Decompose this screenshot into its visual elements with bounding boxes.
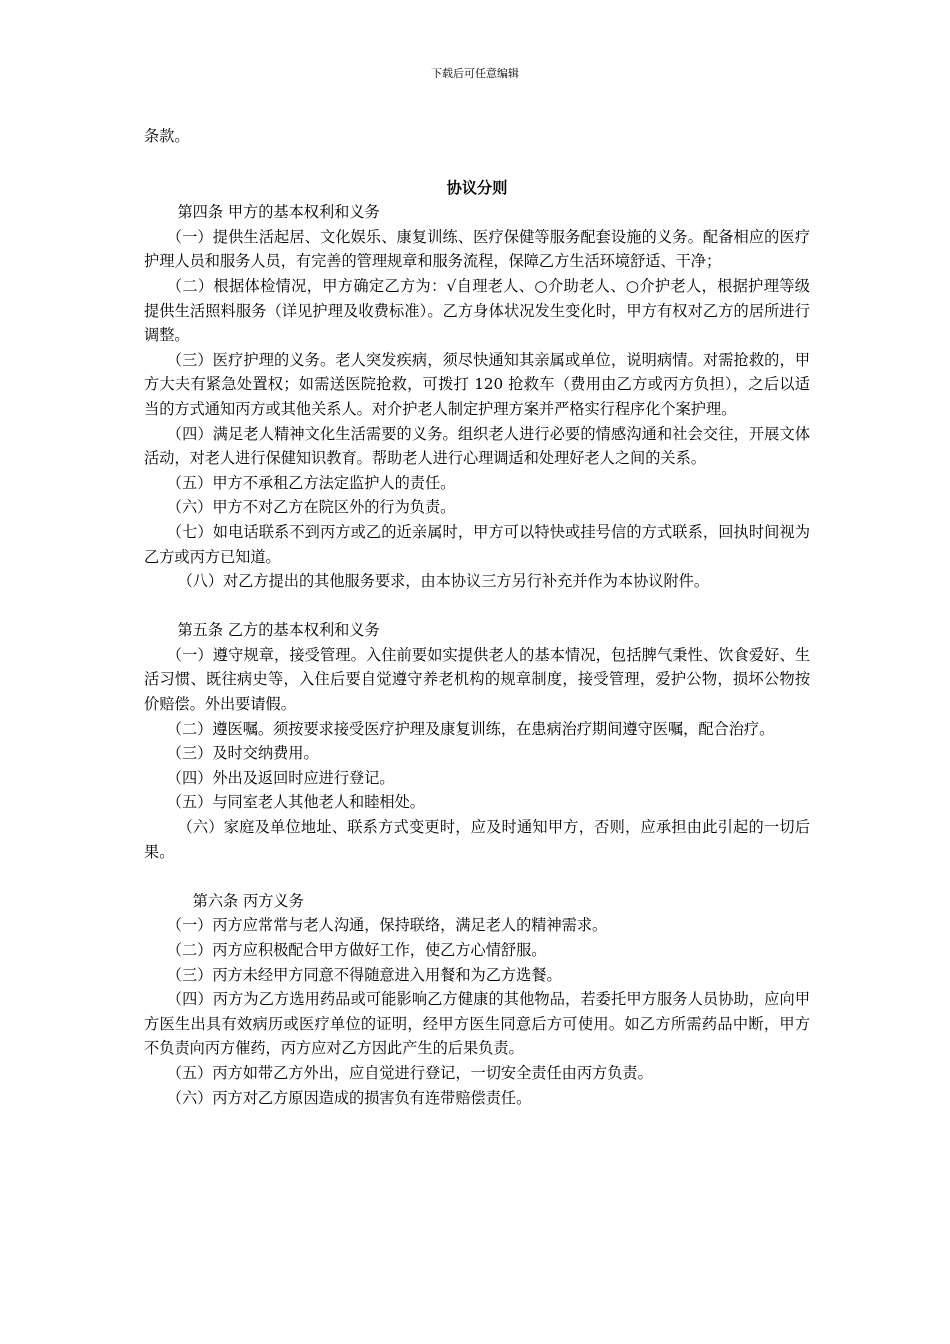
document-body (144, 124, 810, 1110)
article-6-item: （五）丙方如带乙方外出，应自觉进行登记，一切安全责任由丙方负责。 (166, 1063, 653, 1082)
article-4-item: （七）如电话联系不到丙方或乙的近亲属时，甲方可以特快或挂号信的方式联系，回执时间视为乙方或丙方已知道。 (144, 522, 810, 566)
article-5-item: （四）外出及返回时应进行登记。 (166, 768, 395, 787)
article-6-item: （二）丙方应积极配合甲方做好工作，使乙方心情舒服。 (166, 941, 547, 959)
article-4-heading: 第四条 甲方的基本权利和义务 (177, 203, 380, 222)
article-6-heading: 第六条 丙方义务 (192, 891, 304, 910)
article-5-item: （三）及时交纳费用。 (166, 744, 319, 763)
lead-paragraph: 条款。 (144, 127, 190, 145)
spacer (144, 864, 810, 889)
article-5-item: （五）与同室老人其他老人和睦相处。 (166, 793, 425, 812)
article-4-item: （二）根据体检情况，甲方确定乙方为：√自理老人、○介助老人、○介护老人，根据护理等级提供生活照料服务（详见护理及收费标准）。乙方身体状况发生变化时，甲方有权对乙方的居所进行调整。 (144, 276, 810, 345)
article-4-item: （三）医疗护理的义务。老人突发疾病，须尽快通知其亲属或单位，说明病情。对需抢救的，甲方大夫有紧急处置权；如需送医院抢救，可拨打 120 抢救车（费用由乙方或丙方负担），之后以适当的方式通知丙方或其他关系人。对介护老人制定护理方案并严格实行程序化个案护理。 (144, 350, 810, 418)
article-6-item: （六）丙方对乙方原因造成的损害负有连带赔偿责任。 (166, 1088, 532, 1107)
article-6-item: （三）丙方未经甲方同意不得随意进入用餐和为乙方选餐。 (166, 965, 562, 984)
section-title: 协议分则 (446, 178, 508, 197)
article-4-item: （四）满足老人精神文化生活需要的义务。组织老人进行必要的情感沟通和社会交往，开展文体活动，对老人进行保健知识教育。帮助老人进行心理调适和处理好老人之间的关系。 (144, 424, 810, 468)
article-4-item: （六）甲方不对乙方在院区外的行为负责。 (166, 498, 456, 517)
article-6-item: （一）丙方应常常与老人沟通，保持联络，满足老人的精神需求。 (166, 916, 608, 935)
article-6-item: （四）丙方为乙方选用药品或可能影响乙方健康的其他物品，若委托甲方服务人员协助，应向甲方医生出具有效病历或医疗单位的证明，经甲方医生同意后方可使用。如乙方所需药品中断，甲方不负责向丙方催药，丙方应对乙方因此产生的后果负责。 (144, 990, 810, 1058)
article-4-item: （一）提供生活起居、文化娱乐、康复训练、医疗保健等服务配套设施的义务。配备相应的医疗护理人员和服务人员，有完善的管理规章和服务流程，保障乙方生活环境舒适、干净； (144, 227, 810, 271)
article-4-item: （五）甲方不承租乙方法定监护人的责任。 (166, 473, 456, 492)
spacer (144, 594, 810, 619)
article-5-heading: 第五条 乙方的基本权利和义务 (177, 621, 380, 640)
article-5-item: （六）家庭及单位地址、联系方式变更时，应及时通知甲方，否则，应承担由此引起的一切后果。 (144, 818, 810, 861)
article-5-item: （一）遵守规章，接受管理。入住前要如实提供老人的基本情况，包括脾气秉性、饮食爱好、生活习惯、既往病史等，入住后要自觉遵守养老机构的规章制度，接受管理，爱护公物，损坏公物按价赔偿。外出要请假。 (144, 645, 810, 714)
article-5-item: （二）遵医嘱。须按要求接受医疗护理及康复训练，在患病治疗期间遵守医嘱，配合治疗。 (166, 719, 775, 738)
page-header: 下载后可任意编辑 (431, 67, 519, 80)
article-4-item: （八）对乙方提出的其他服务要求，由本协议三方另行补充并作为本协议附件。 (177, 572, 709, 591)
